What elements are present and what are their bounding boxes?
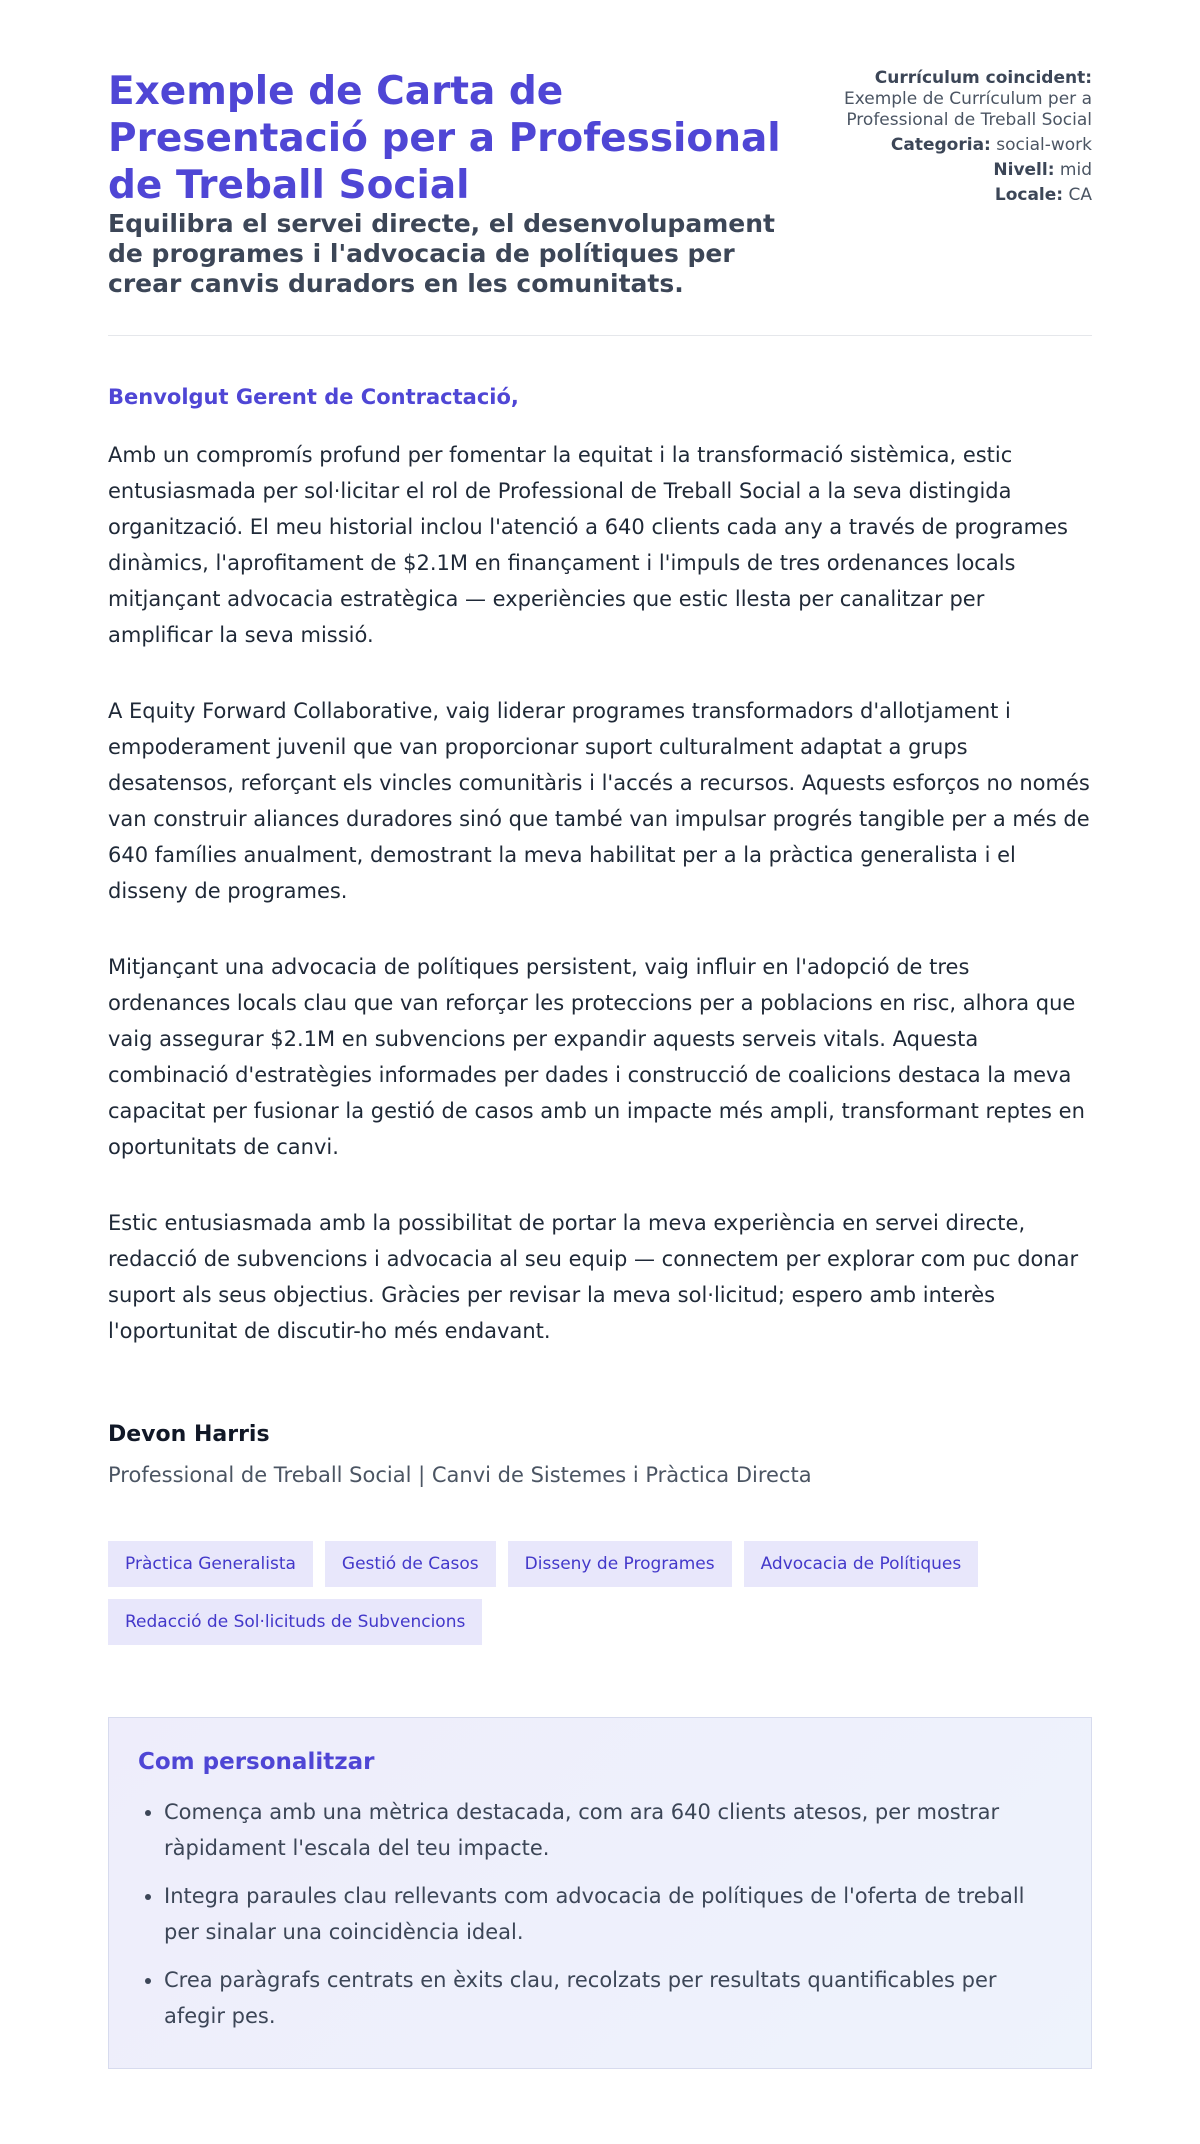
tips-list [138,1794,1062,2034]
skill-tag: Pràctica Generalista [108,1541,313,1587]
meta-category-value: social-work [996,135,1092,155]
letter-paragraph: Amb un compromís profund per fomentar la equitat i la transformació sistèmica, estic entusiasmada per sol·licitar el rol de Professional de Treball Social a la seva distingida organització. El meu historial inclou l'atenció a 640 clients cada any a través de programes dinàmics, l'aprofitament de $2.1M en finançament i l'impuls de tres ordenances locals mitjançant advocacia estratègica — experiències que estic llesta per canalitzar per amplificar la seva missió. [108,443,1068,647]
page-header [108,0,1092,299]
skill-tag: Disseny de Programes [508,1541,732,1587]
page-subtitle: Equilibra el servei directe, el desenvolupament de programes i l'advocacia de polítiques per crear canvis duradors en les comunitats. [108,209,775,298]
meta-level [794,160,1092,181]
letter-paragraph: Mitjançant una advocacia de polítiques persistent, vaig influir en l'adopció de tres ordenances locals clau que van reforçar les proteccions per a poblacions en risc, alhora que vaig assegurar $2.1M en subvencions per expandir aquests serveis vitals. Aquesta combinació d'estratègies informades per dades i construcció de coalicions destaca la meva capacitat per fusionar la gestió de casos amb un impacte més ampli, transformant reptes en oportunitats de canvi. [108,955,1085,1159]
signature-role: Professional de Treball Social | Canvi de Sistemes i Pràctica Directa [108,1463,812,1487]
meta-panel [794,68,1092,210]
skill-tag: Gestió de Casos [325,1541,496,1587]
tip-item: • Crea paràgrafs centrats en èxits clau, recolzats per resultats quantificables per afegir pes. [164,1962,1062,2034]
meta-category-label: Categoria: [890,135,991,155]
meta-resume-value: Exemple de Currículum per a Professional de Treball Social [843,89,1092,130]
tip-item: • Integra paraules clau rellevants com advocacia de polítiques de l'oferta de treball per sinalar una coincidència ideal. [164,1878,1062,1950]
meta-resume [794,68,1092,131]
header-title-block [108,68,794,299]
skill-tags [108,1541,1108,1645]
meta-locale [794,185,1092,206]
meta-resume-label: Currículum coincident: [874,68,1092,88]
tip-item: • Comença amb una mètrica destacada, com ara 640 clients atesos, per mostrar ràpidament l'escala del teu impacte. [164,1794,1062,1866]
letter-greeting: Benvolgut Gerent de Contractació, [108,385,519,409]
page-title: Exemple de Carta de Presentació per a Professional de Treball Social [108,69,781,208]
header-divider [108,335,1092,336]
meta-category [794,135,1092,156]
skill-tag: Redacció de Sol·licituds de Subvencions [108,1599,482,1645]
signature-name: Devon Harris [108,1422,270,1447]
meta-locale-value: CA [1068,185,1092,205]
letter-paragraph: A Equity Forward Collaborative, vaig liderar programes transformadors d'allotjament i empoderament juvenil que van proporcionar suport culturalment adaptat a grups desatensos, reforçant els vincles comunitàris i l'accés a recursos. Aquests esforços no només van construir aliances duradores sinó que també van impulsar progrés tangible per a més de 640 famílies anualment, demostrant la meva habilitat per a la pràctica generalista i el disseny de programes. [108,699,1090,903]
meta-level-value: mid [1059,160,1092,180]
meta-locale-label: Locale: [994,185,1064,205]
letter-paragraph: Estic entusiasmada amb la possibilitat de portar la meva experiència en servei directe, redacció de subvencions i advocacia al seu equip — connectem per explorar com puc donar suport als seus objectius. Gràcies per revisar la meva sol·licitud; espero amb interès l'oportunitat de discutir-ho més endavant. [108,1211,1079,1343]
skill-tag: Advocacia de Polítiques [744,1541,979,1587]
tips-title: Com personalitzar [138,1749,375,1775]
meta-level-label: Nivell: [993,160,1055,180]
customize-tips-box [108,1717,1092,2069]
